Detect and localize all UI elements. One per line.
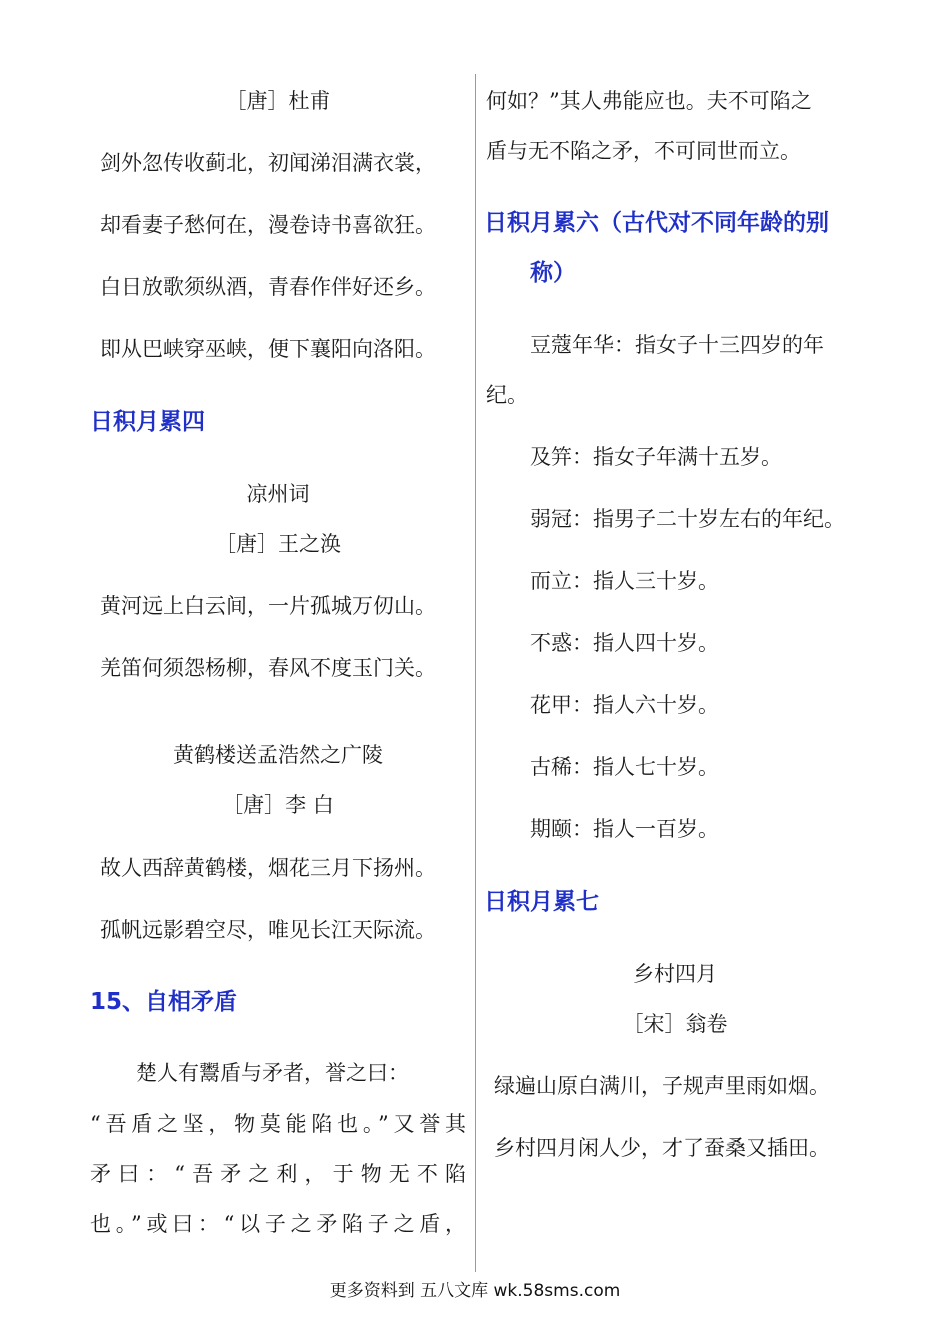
section-heading: 日积月累四 [90,409,205,435]
column-divider [475,74,476,1272]
age-term-line: 古稀：指人七十岁。 [530,755,719,779]
age-term-line: 纪。 [486,383,528,407]
poem-line: 羌笛何须怨杨柳，春风不度玉门关。 [100,656,436,680]
section-heading: 15、自相矛盾 [90,989,238,1015]
poem-title: 乡村四月 [633,962,717,986]
poem-line: 乡村四月闲人少，才了蚕桑又插田。 [494,1136,830,1160]
poem-author: ［宋］翁卷 [622,1012,728,1036]
poem-line: 黄河远上白云间，一片孤城万仞山。 [100,594,436,618]
story-line: 也。”或曰：“以子之矛陷子之盾， [90,1212,466,1236]
section-heading-continued: 称） [530,260,576,286]
poem-line: 即从巴峡穿巫峡，便下襄阳向洛阳。 [100,337,436,361]
story-line: 盾与无不陷之矛，不可同世而立。 [486,139,801,163]
poem-title: 凉州词 [246,482,310,506]
story-line: 何如？”其人弗能应也。夫不可陷之 [486,89,812,113]
age-term-line: 期颐：指人一百岁。 [530,817,719,841]
poem-author: ［唐］李 白 [222,793,334,817]
poem-line: 故人西辞黄鹤楼，烟花三月下扬州。 [100,856,436,880]
poem-line: 绿遍山原白满川，子规声里雨如烟。 [494,1074,830,1098]
poem-line: 却看妻子愁何在，漫卷诗书喜欲狂。 [100,213,436,237]
footer-watermark: 更多资料到 五八文库 wk.58sms.com [329,1281,621,1301]
age-term-line: 而立：指人三十岁。 [530,569,719,593]
story-line: “吾盾之坚，物莫能陷也。”又誉其 [90,1112,466,1136]
poem-title: 黄鹤楼送孟浩然之广陵 [173,743,383,767]
age-term-line: 及笄：指女子年满十五岁。 [530,445,782,469]
age-term-line: 花甲：指人六十岁。 [530,693,719,717]
poem-line: 剑外忽传收蓟北，初闻涕泪满衣裳， [100,151,436,175]
age-term-line: 豆蔻年华：指女子十三四岁的年 [530,333,824,357]
poem-line: 孤帆远影碧空尽，唯见长江天际流。 [100,918,436,942]
age-term-line: 弱冠：指男子二十岁左右的年纪。 [530,507,845,531]
poem-author: ［唐］王之涣 [215,532,341,556]
poem-author: ［唐］杜甫 [225,89,331,113]
section-heading: 日积月累六（古代对不同年龄的别 [484,210,829,236]
poem-line: 白日放歌须纵酒，青春作伴好还乡。 [100,275,436,299]
story-line: 矛曰：“吾矛之利，于物无不陷 [90,1162,466,1186]
story-line: 楚人有鬻盾与矛者，誉之曰： [136,1061,409,1085]
section-heading: 日积月累七 [484,889,599,915]
age-term-line: 不惑：指人四十岁。 [530,631,719,655]
